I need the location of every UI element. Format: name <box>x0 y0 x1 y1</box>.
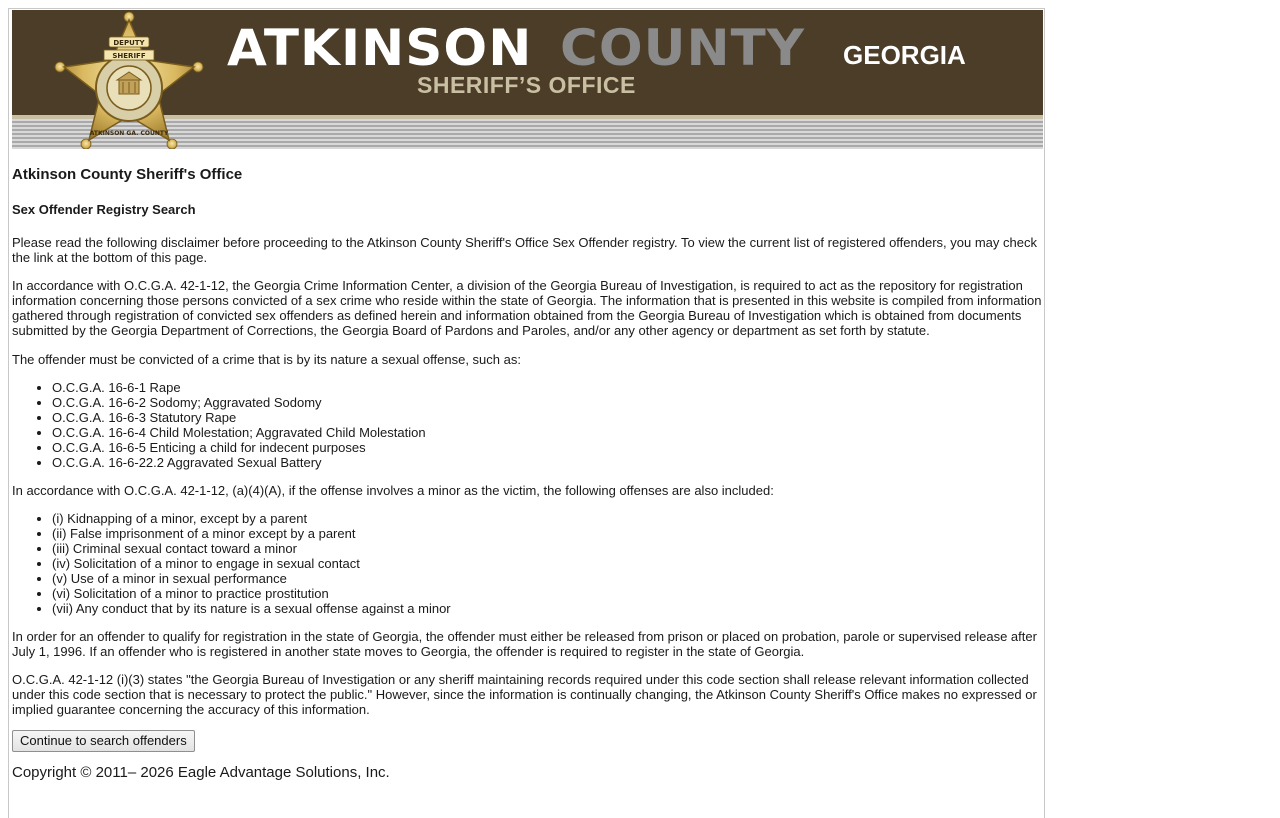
list-item: • (iv) Solicitation of a minor to engage in sexual contact <box>52 556 1043 571</box>
continue-to-search-button[interactable]: Continue to search offenders <box>12 730 195 752</box>
list-item: • O.C.G.A. 16-6-22.2 Aggravated Sexual Battery <box>52 455 1043 470</box>
intro-paragraph: Please read the following disclaimer before proceeding to the Atkinson County Sheriff's Office Sex Offender registry. To view the current list of registered offenders, you may check the link at the bottom of this page. <box>12 235 1037 265</box>
brand-name-primary: ATKINSON <box>227 19 533 77</box>
minor-offense-list <box>12 511 1043 616</box>
sheriff-star-badge-icon <box>54 10 204 149</box>
badge-ribbon-text: SHERIFF <box>112 52 146 60</box>
brand-subtitle: SHERIFF’S OFFICE <box>417 72 636 98</box>
list-item: • O.C.G.A. 16-6-3 Statutory Rape <box>52 410 1043 425</box>
copyright-text: Copyright © 2011– 2026 Eagle Advantage Solutions, Inc. <box>12 764 390 781</box>
page-title: Atkinson County Sheriff's Office <box>12 166 243 183</box>
list-item: • O.C.G.A. 16-6-1 Rape <box>52 380 1043 395</box>
header-banner <box>12 10 1043 149</box>
main-content <box>12 10 1043 782</box>
offense-intro-paragraph: The offender must be convicted of a crime that is by its nature a sexual offense, such as: <box>12 352 521 367</box>
list-item: • (iii) Criminal sexual contact toward a minor <box>52 541 1043 556</box>
list-item: • (v) Use of a minor in sexual performance <box>52 571 1043 586</box>
list-item: • O.C.G.A. 16-6-5 Enticing a child for indecent purposes <box>52 440 1043 455</box>
minor-intro-paragraph: In accordance with O.C.G.A. 42-1-12, (a)(4)(A), if the offense involves a minor as the victim, the following offenses are also included: <box>12 483 774 498</box>
release-paragraph: O.C.G.A. 42-1-12 (i)(3) states "the Georgia Bureau of Investigation or any sheriff maintaining records required under this code section shall release relevant information collected under this code section that is necessary to protect the public." However, since the information is continually changing, the Atkinson County Sheriff's Office makes no expressed or implied guarantee concerning the accuracy of this information. <box>12 672 1037 717</box>
brand-name-secondary: COUNTY <box>560 19 806 77</box>
list-item: • O.C.G.A. 16-6-4 Child Molestation; Aggravated Child Molestation <box>52 425 1043 440</box>
brand-state: GEORGIA <box>843 40 966 70</box>
badge-top-text: DEPUTY <box>113 39 145 47</box>
offense-list <box>12 380 1043 470</box>
section-title: Sex Offender Registry Search <box>12 202 196 217</box>
list-item: • (ii) False imprisonment of a minor except by a parent <box>52 526 1043 541</box>
gcic-paragraph: In accordance with O.C.G.A. 42-1-12, the Georgia Crime Information Center, a division of the Georgia Bureau of Investigation, is required to act as the repository for registration information concerning those persons convicted of a sex crime who reside within the state of Georgia. The information that is presented in this website is compiled from information gathered through registration of convicted sex offenders as defined herein and information obtained from the Georgia Bureau of Investigation which is obtained from documents submitted by the Georgia Department of Corrections, the Georgia Board of Pardons and Paroles, and/or any other agency or department as set forth by statute. <box>12 278 1042 338</box>
list-item: • (vii) Any conduct that by its nature is a sexual offense against a minor <box>52 601 1043 616</box>
list-item: • (vi) Solicitation of a minor to practice prostitution <box>52 586 1043 601</box>
list-item: • (i) Kidnapping of a minor, except by a parent <box>52 511 1043 526</box>
badge-bottom-text: ATKINSON GA. COUNTY <box>89 130 169 137</box>
qualify-paragraph: In order for an offender to qualify for registration in the state of Georgia, the offender must either be released from prison or placed on probation, parole or supervised release after July 1, 1996. If an offender who is registered in another state moves to Georgia, the offender is required to register in the state of Georgia. <box>12 629 1037 659</box>
list-item: • O.C.G.A. 16-6-2 Sodomy; Aggravated Sodomy <box>52 395 1043 410</box>
